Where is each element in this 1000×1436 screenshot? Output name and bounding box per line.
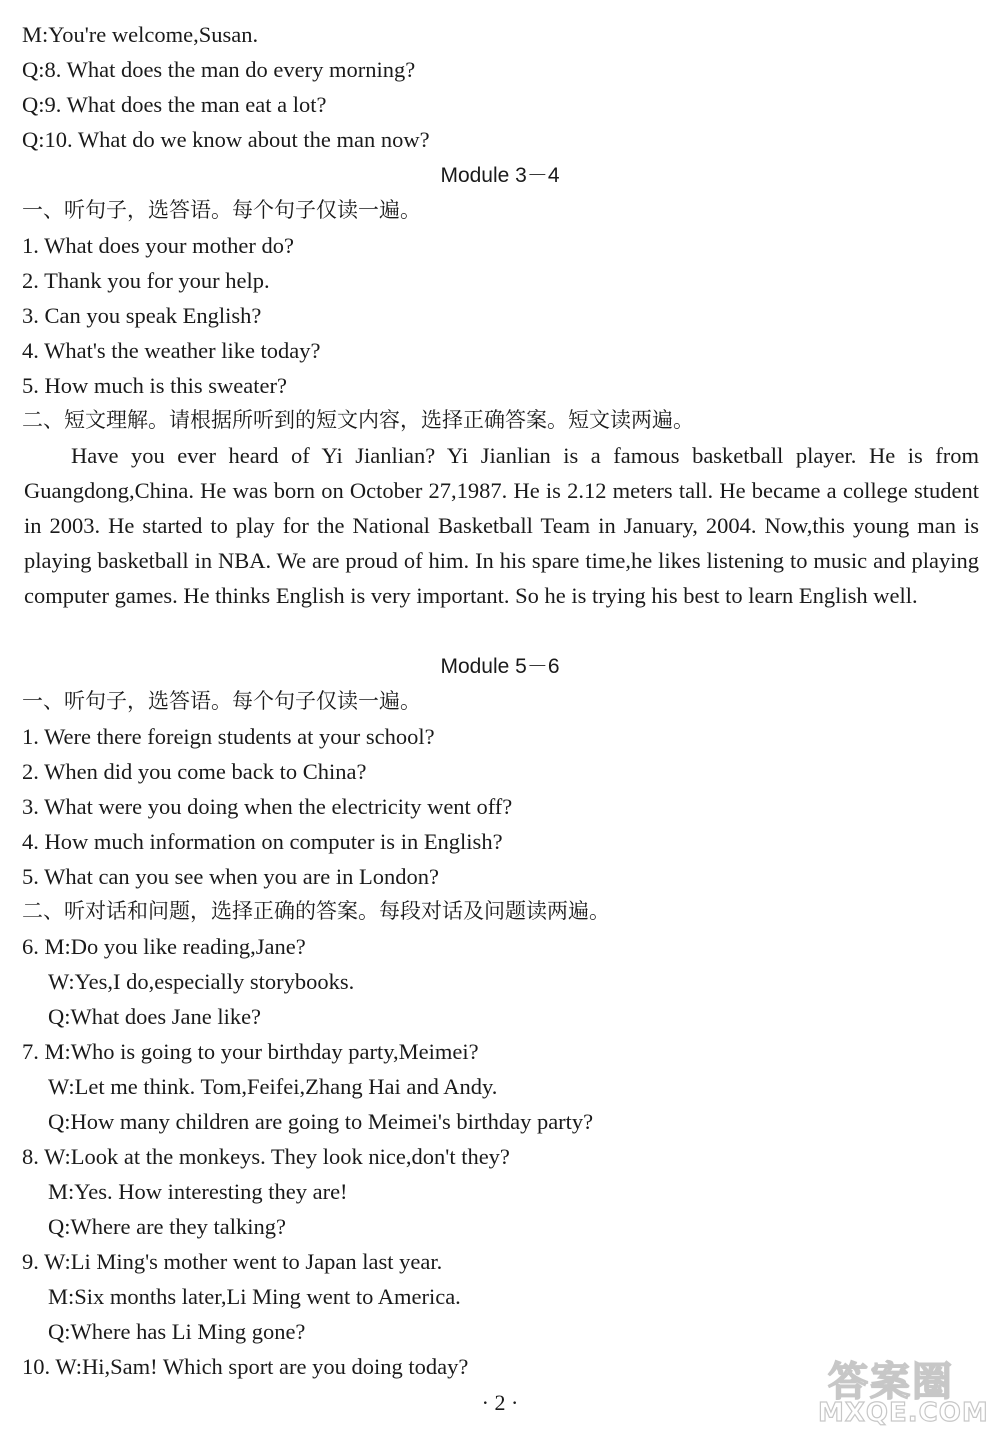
watermark-text: 答案圈 [828, 1359, 954, 1405]
watermark-url: MXQE.COM [818, 1398, 989, 1428]
section-heading: 二、短文理解。请根据所听到的短文内容，选择正确答案。短文读两遍。 [22, 408, 694, 432]
question-line: Q:10. What do we know about the man now? [22, 127, 430, 152]
page-number: · 2 · [481, 1390, 519, 1415]
dialogue-line: 8. W:Look at the monkeys. They look nice,don't they? [22, 1144, 510, 1169]
question-line: 5. What can you see when you are in London? [22, 864, 439, 889]
question-line: 3. What were you doing when the electricity went off? [22, 794, 513, 819]
module-3-4-heading: Module 3－4 [440, 164, 560, 187]
dialogue-line: 10. W:Hi,Sam! Which sport are you doing today? [22, 1354, 469, 1379]
section-heading: 一、听句子，选答语。每个句子仅读一遍。 [22, 198, 421, 222]
dialogue-line: M:You're welcome,Susan. [22, 22, 259, 47]
dialogue-question: Q:What does Jane like? [48, 1004, 262, 1029]
dialogue-line: 6. M:Do you like reading,Jane? [22, 934, 306, 959]
dialogue-line: 7. M:Who is going to your birthday party,Meimei? [22, 1039, 479, 1064]
question-line: 1. Were there foreign students at your school? [22, 724, 435, 749]
watermark-logo [812, 1350, 989, 1428]
question-line: 2. When did you come back to China? [22, 759, 367, 784]
question-line: 2. Thank you for your help. [22, 268, 270, 293]
dialogue-question: Q:Where has Li Ming gone? [48, 1319, 306, 1344]
question-line: 4. What's the weather like today? [22, 338, 321, 363]
module-5-6-heading: Module 5－6 [440, 655, 560, 678]
passage-paragraph: Have you ever heard of Yi Jianlian? Yi Jianlian is a famous basketball player. He is from Guangdong,China. He was born on October 27,1987. He is 2.12 meters tall. He became a college student in 2003. He started to play for the National Basketball Team in January, 2004. Now,this young man is playing basketball in NBA. We are proud of him. In his spare time,he likes listening to music and playing computer games. He thinks English is very important. So he is trying his best to learn English well. [24, 443, 979, 608]
dialogue-line: W:Let me think. Tom,Feifei,Zhang Hai and Andy. [48, 1074, 498, 1099]
question-line: 1. What does your mother do? [22, 233, 295, 258]
dialogue-question: Q:Where are they talking? [48, 1214, 287, 1239]
dialogue-line: 9. W:Li Ming's mother went to Japan last year. [22, 1249, 443, 1274]
question-line: 4. How much information on computer is in English? [22, 829, 503, 854]
dialogue-line: W:Yes,I do,especially storybooks. [48, 969, 355, 994]
dialogue-question: Q:How many children are going to Meimei's birthday party? [48, 1109, 594, 1134]
dialogue-line: M:Yes. How interesting they are! [48, 1179, 348, 1204]
question-line: 3. Can you speak English? [22, 303, 262, 328]
question-line: 5. How much is this sweater? [22, 373, 287, 398]
section-heading: 一、听句子，选答语。每个句子仅读一遍。 [22, 689, 421, 713]
section-heading: 二、听对话和问题，选择正确的答案。每段对话及问题读两遍。 [22, 899, 610, 923]
question-line: Q:8. What does the man do every morning? [22, 57, 416, 82]
question-line: Q:9. What does the man eat a lot? [22, 92, 327, 117]
dialogue-line: M:Six months later,Li Ming went to America. [48, 1284, 461, 1309]
